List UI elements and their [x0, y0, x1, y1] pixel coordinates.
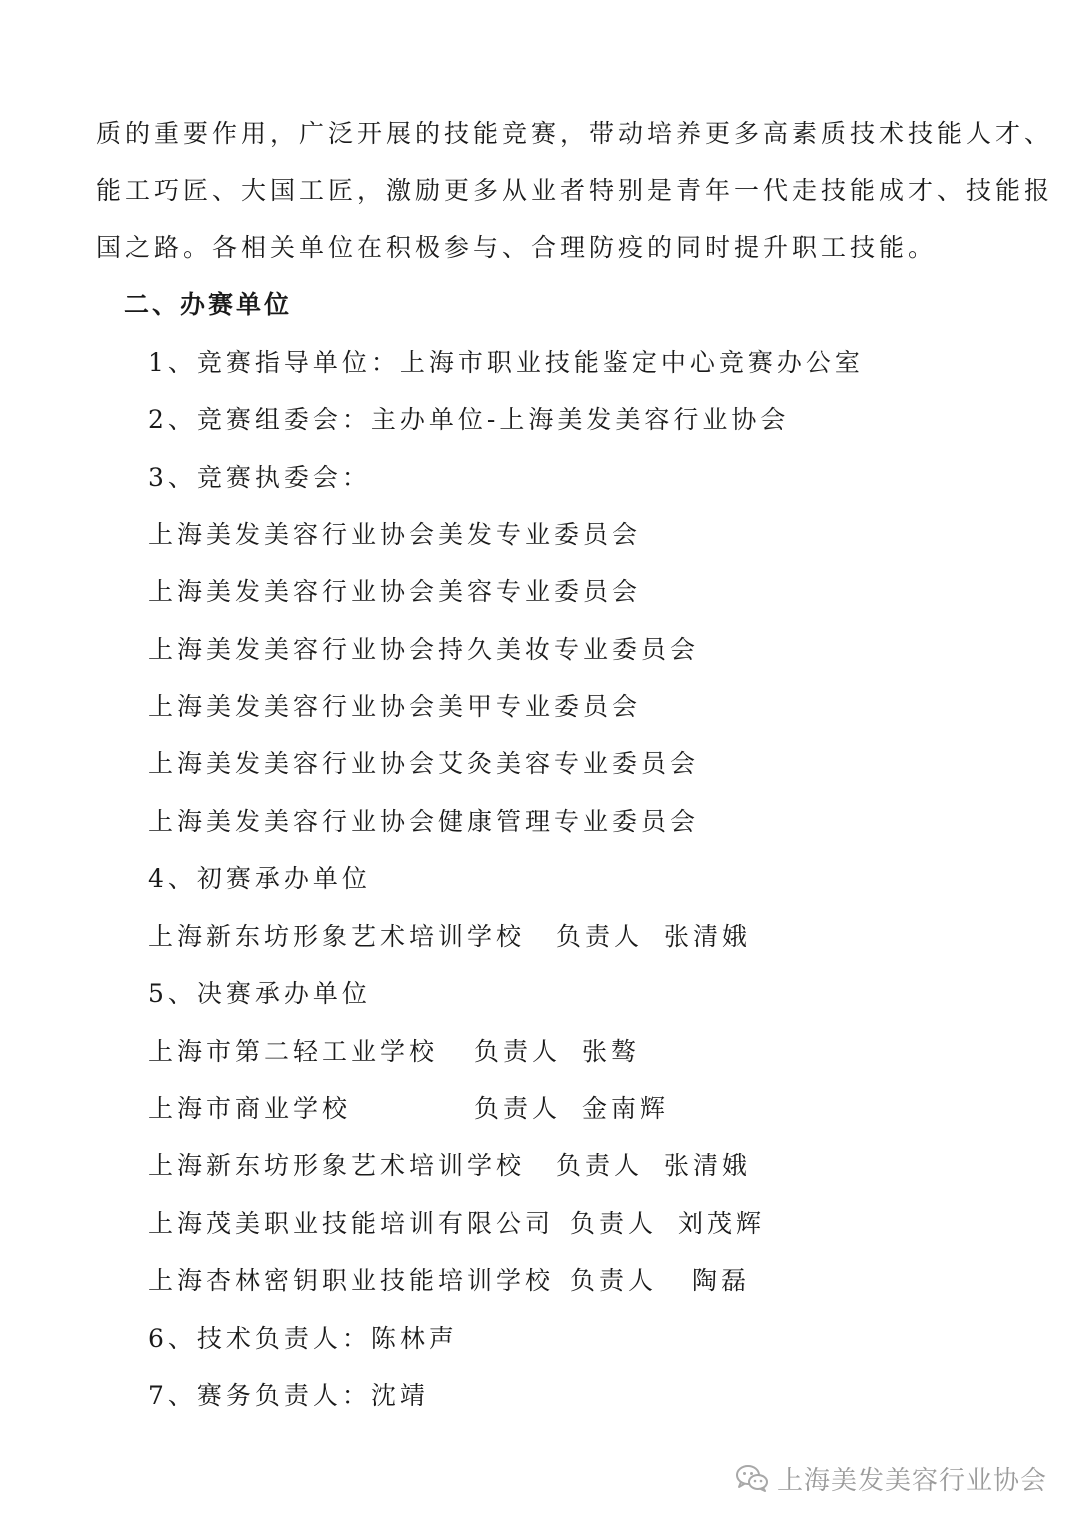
school-name: 上海市第二轻工业学校	[148, 1037, 439, 1066]
committee-line: 上海美发美容行业协会持久美妆专业委员会	[148, 635, 700, 664]
school-name: 上海新东坊形象艺术培训学校	[148, 1151, 526, 1180]
list-item: 5、决赛承办单位	[148, 979, 371, 1008]
committee-line: 上海美发美容行业协会艾灸美容专业委员会	[148, 749, 700, 778]
list-item: 7、赛务负责人：沈靖	[148, 1381, 429, 1410]
committee-line: 上海美发美容行业协会美甲专业委员会	[148, 692, 642, 721]
role-label: 负责人	[556, 922, 644, 951]
person-name: 刘茂辉	[678, 1209, 766, 1238]
intro-line: 能工巧匠、大国工匠，激励更多从业者特别是青年一代走技能成才、技能报	[96, 176, 1054, 205]
person-name: 张清娥	[664, 922, 752, 951]
role-label: 负责人	[570, 1266, 658, 1295]
intro-line: 国之路。各相关单位在积极参与、合理防疫的同时提升职工技能。	[96, 233, 938, 262]
wechat-icon	[735, 1463, 769, 1493]
person-name: 金南辉	[582, 1094, 670, 1123]
person-name: 张骜	[582, 1037, 641, 1066]
list-item: 4、初赛承办单位	[148, 864, 371, 893]
role-label: 负责人	[474, 1094, 562, 1123]
school-name: 上海茂美职业技能培训有限公司	[148, 1209, 555, 1238]
list-item: 1、竞赛指导单位：上海市职业技能鉴定中心竞赛办公室	[148, 348, 864, 377]
role-label: 负责人	[570, 1209, 658, 1238]
watermark-text: 上海美发美容行业协会	[777, 1465, 1048, 1496]
person-name: 陶磊	[692, 1266, 751, 1295]
list-item: 6、技术负责人：陈林声	[148, 1324, 458, 1353]
wechat-watermark	[735, 1458, 1047, 1498]
person-name: 张清娥	[664, 1151, 752, 1180]
committee-line: 上海美发美容行业协会健康管理专业委员会	[148, 807, 700, 836]
committee-line: 上海美发美容行业协会美发专业委员会	[148, 520, 642, 549]
section-heading: 二、办赛单位	[124, 290, 293, 319]
intro-line: 质的重要作用，广泛开展的技能竞赛，带动培养更多高素质技术技能人才、	[96, 119, 1054, 148]
role-label: 负责人	[556, 1151, 644, 1180]
list-item: 3、竞赛执委会：	[148, 463, 371, 492]
school-name: 上海市商业学校	[148, 1094, 352, 1123]
school-name: 上海杏林密钥职业技能培训学校	[148, 1266, 555, 1295]
school-name: 上海新东坊形象艺术培训学校	[148, 922, 526, 951]
list-item: 2、竞赛组委会：主办单位-上海美发美容行业协会	[148, 405, 790, 434]
committee-line: 上海美发美容行业协会美容专业委员会	[148, 577, 642, 606]
role-label: 负责人	[474, 1037, 562, 1066]
